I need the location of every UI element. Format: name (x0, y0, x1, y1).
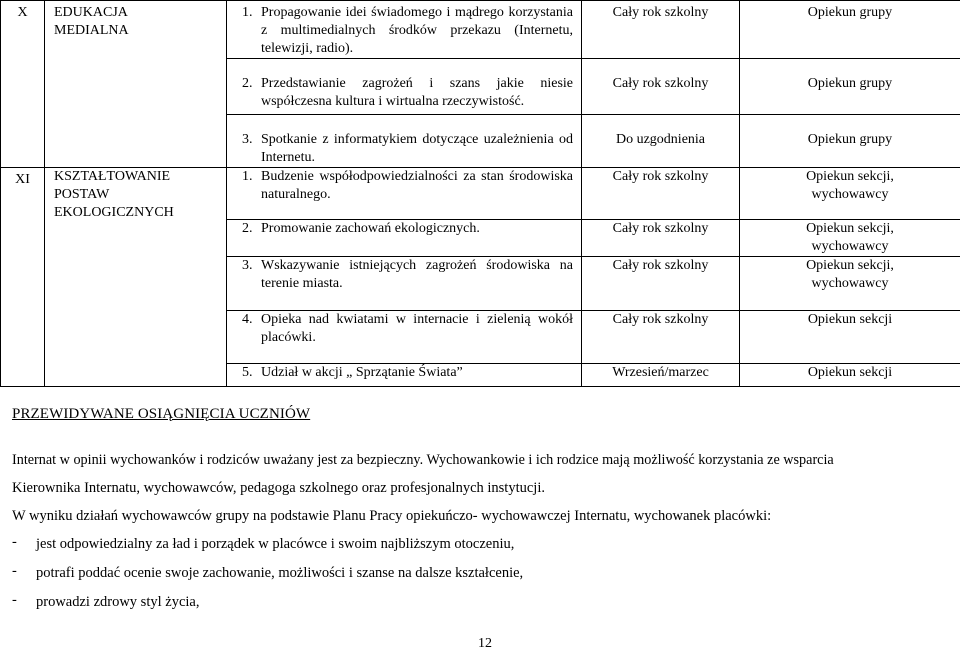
responsible-cell (740, 168, 960, 220)
section-number: XI (15, 172, 30, 187)
responsible-cell (740, 1, 960, 59)
term-cell (582, 364, 740, 387)
table-row (1, 168, 960, 220)
task-responsible: Opiekun sekcji (807, 312, 893, 327)
task-cell (227, 220, 582, 257)
task-text: Udział w akcji „ Sprzątanie Świata” (261, 365, 463, 380)
page-number: 12 (478, 636, 492, 651)
task-responsible: Opiekun sekcji, wychowawcy (806, 258, 894, 291)
task-responsible: Opiekun grupy (807, 5, 893, 20)
task-number: 3. (242, 132, 253, 147)
responsible-cell (740, 115, 960, 168)
section-title-cell (45, 168, 227, 387)
table-row (1, 1, 960, 59)
task-term: Wrzesień/marzec (612, 365, 709, 380)
task-term: Cały rok szkolny (612, 312, 709, 327)
outcomes-heading: PRZEWIDYWANE OSIĄGNIĘCIA UCZNIÓW (12, 406, 311, 422)
task-cell (227, 1, 582, 59)
task-text: Wskazywanie istniejących zagrożeń środowiska na terenie miasta. (261, 258, 573, 291)
term-cell (582, 311, 740, 364)
responsible-cell (740, 364, 960, 387)
task-text: Opieka nad kwiatami w internacie i zielenią wokół placówki. (261, 312, 573, 345)
term-cell (582, 59, 740, 115)
task-number: 1. (242, 169, 253, 184)
task-cell (227, 311, 582, 364)
section-number-cell (1, 168, 45, 387)
list-item: prowadzi zdrowy styl życia, (36, 594, 200, 610)
term-cell (582, 115, 740, 168)
task-responsible: Opiekun sekcji (807, 365, 893, 380)
task-text: Propagowanie idei świadomego i mądrego korzystania z multimedialnych środków przekazu (Internetu, telewizji, radio). (261, 5, 573, 56)
task-term: Cały rok szkolny (612, 169, 709, 184)
section-number: X (17, 5, 28, 20)
task-responsible: Opiekun sekcji, wychowawcy (806, 221, 894, 254)
task-number: 2. (242, 76, 253, 91)
task-term: Cały rok szkolny (612, 258, 709, 273)
task-term: Cały rok szkolny (612, 221, 709, 236)
term-cell (582, 168, 740, 220)
list-item: jest odpowiedzialny za ład i porządek w placówce i swoim najbliższym otoczeniu, (36, 536, 515, 552)
task-cell (227, 115, 582, 168)
list-item-dash: - (12, 563, 17, 579)
task-text: Promowanie zachowań ekologicznych. (261, 221, 480, 236)
term-cell (582, 257, 740, 311)
task-term: Cały rok szkolny (612, 76, 709, 91)
task-term: Do uzgodnienia (615, 132, 706, 147)
list-item: potrafi poddać ocenie swoje zachowanie, możliwości i szanse na dalsze kształcenie, (36, 565, 524, 581)
term-cell (582, 1, 740, 59)
task-cell (227, 257, 582, 311)
task-responsible: Opiekun grupy (807, 76, 893, 91)
task-responsible: Opiekun sekcji, wychowawcy (806, 169, 894, 202)
outcomes-paragraph: Internat w opinii wychowanków i rodziców uważany jest za bezpieczny. Wychowankowie i ich rodzice mają możliwość korzystania ze wsparcia (12, 452, 834, 468)
task-text: Spotkanie z informatykiem dotyczące uzależnienia od Internetu. (261, 132, 573, 165)
outcomes-paragraph: Kierownika Internatu, wychowawców, pedagoga szkolnego oraz profesjonalnych instytucji. (12, 480, 545, 496)
section-title-cell (45, 1, 227, 168)
task-text: Przedstawianie zagrożeń i szans jakie niesie współczesna kultura i wirtualna rzeczywistość. (261, 76, 573, 109)
task-number: 1. (242, 5, 253, 20)
task-number: 5. (242, 365, 253, 380)
task-responsible: Opiekun grupy (807, 132, 893, 147)
task-cell (227, 168, 582, 220)
task-cell (227, 364, 582, 387)
task-number: 2. (242, 221, 253, 236)
section-title: KSZTAŁTOWANIE POSTAW EKOLOGICZNYCH (54, 169, 174, 220)
responsible-cell (740, 220, 960, 257)
task-cell (227, 59, 582, 115)
list-item-dash: - (12, 534, 17, 550)
task-term: Cały rok szkolny (612, 5, 709, 20)
list-item-dash: - (12, 592, 17, 608)
task-number: 3. (242, 258, 253, 273)
outcomes-paragraph: W wyniku działań wychowawców grupy na podstawie Planu Pracy opiekuńczo- wychowawczej Internatu, wychowanek placówki: (12, 508, 772, 524)
term-cell (582, 220, 740, 257)
responsible-cell (740, 257, 960, 311)
section-number-cell (1, 1, 45, 168)
responsible-cell (740, 311, 960, 364)
section-title: EDUKACJA MEDIALNA (54, 5, 129, 38)
task-text: Budzenie współodpowiedzialności za stan środowiska naturalnego. (261, 169, 573, 202)
task-number: 4. (242, 312, 253, 327)
responsible-cell (740, 59, 960, 115)
